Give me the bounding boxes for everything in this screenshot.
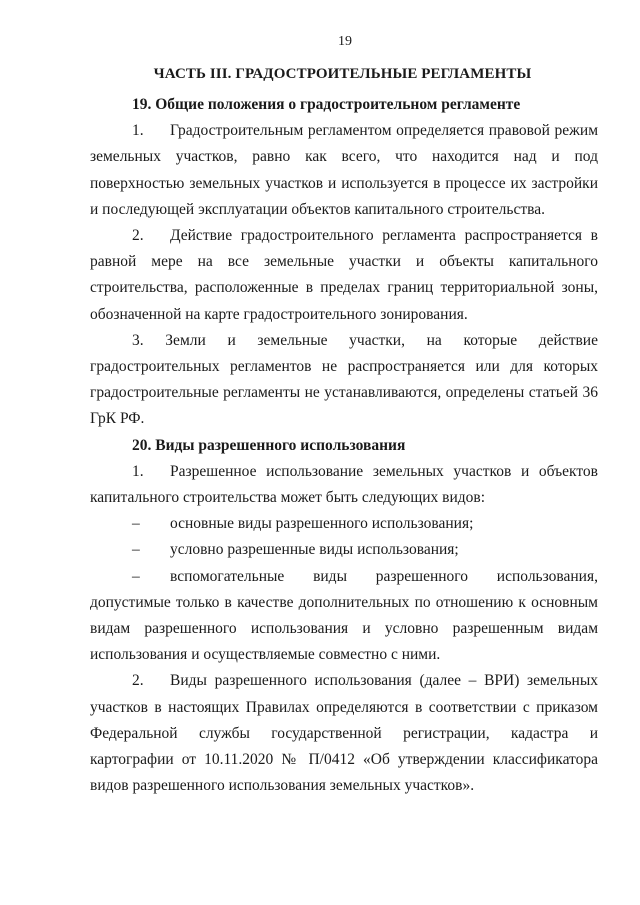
paragraph-20-1 — [90, 459, 598, 511]
paragraph-number: 2. — [132, 227, 144, 245]
dash-marker: – — [132, 515, 140, 533]
paragraph-text: Действие градостроительного регламента распространяется в равной мере на все земельные участки и объекты капитального строительства, расположенные в пределах границ территориальной зоны, обозначенной на карте градостроительного зонирования. — [90, 227, 598, 323]
paragraph-text: Разрешенное использование земельных участков и объектов капитального строительства может быть следующих видов: — [90, 462, 598, 507]
paragraph-number: 1. — [132, 122, 144, 140]
dash-marker: – — [132, 567, 140, 585]
paragraph-19-1 — [90, 118, 598, 223]
paragraph-number: 2. — [132, 672, 144, 690]
paragraph-text: Виды разрешенного использования (далее – ВРИ) земельных участков в настоящих Правилах определяются в соответствии с приказом Федеральной службы государственной регистрации, кадастра и картографии от 10.11.2020 № П/0412 «Об утверждении классификатора видов разрешенного использования земельных участков». — [90, 672, 598, 795]
dash-marker: – — [132, 541, 140, 559]
page-number: 19 — [338, 34, 352, 49]
paragraph-20-2 — [90, 668, 598, 799]
section-heading-20: 20. Виды разрешенного использования — [132, 436, 406, 454]
paragraph-19-2 — [90, 223, 598, 328]
list-item-text: вспомогательные виды разрешенного использования, допустимые только в качестве дополнительных по отношению к основным видам разрешенного использования и условно разрешенным видам использования и осуществляемые совместно с ними. — [90, 567, 598, 664]
list-item — [90, 511, 598, 537]
part-title: ЧАСТЬ III. ГРАДОСТРОИТЕЛЬНЫЕ РЕГЛАМЕНТЫ — [153, 66, 532, 82]
paragraph-19-3: 3. Земли и земельные участки, на которые действие градостроительных регламентов не распространяется или для которых градостроительные регламенты не устанавливаются, определены статьей 36 ГрК РФ. — [90, 331, 598, 428]
list-item — [90, 537, 598, 563]
list-item-text: основные виды разрешенного использования; — [170, 515, 474, 533]
document-body — [90, 92, 598, 799]
paragraph-text: Градостроительным регламентом определяется правовой режим земельных участков, равно как всего, что находится над и под поверхностью земельных участков и используется в процессе их застройки и последующей эксплуатации объектов капитального строительства. — [90, 122, 598, 218]
section-heading-19: 19. Общие положения о градостроительном регламенте — [132, 96, 521, 113]
paragraph-number: 1. — [132, 462, 144, 480]
list-item-text: условно разрешенные виды использования; — [170, 541, 459, 559]
list-item — [90, 564, 598, 669]
